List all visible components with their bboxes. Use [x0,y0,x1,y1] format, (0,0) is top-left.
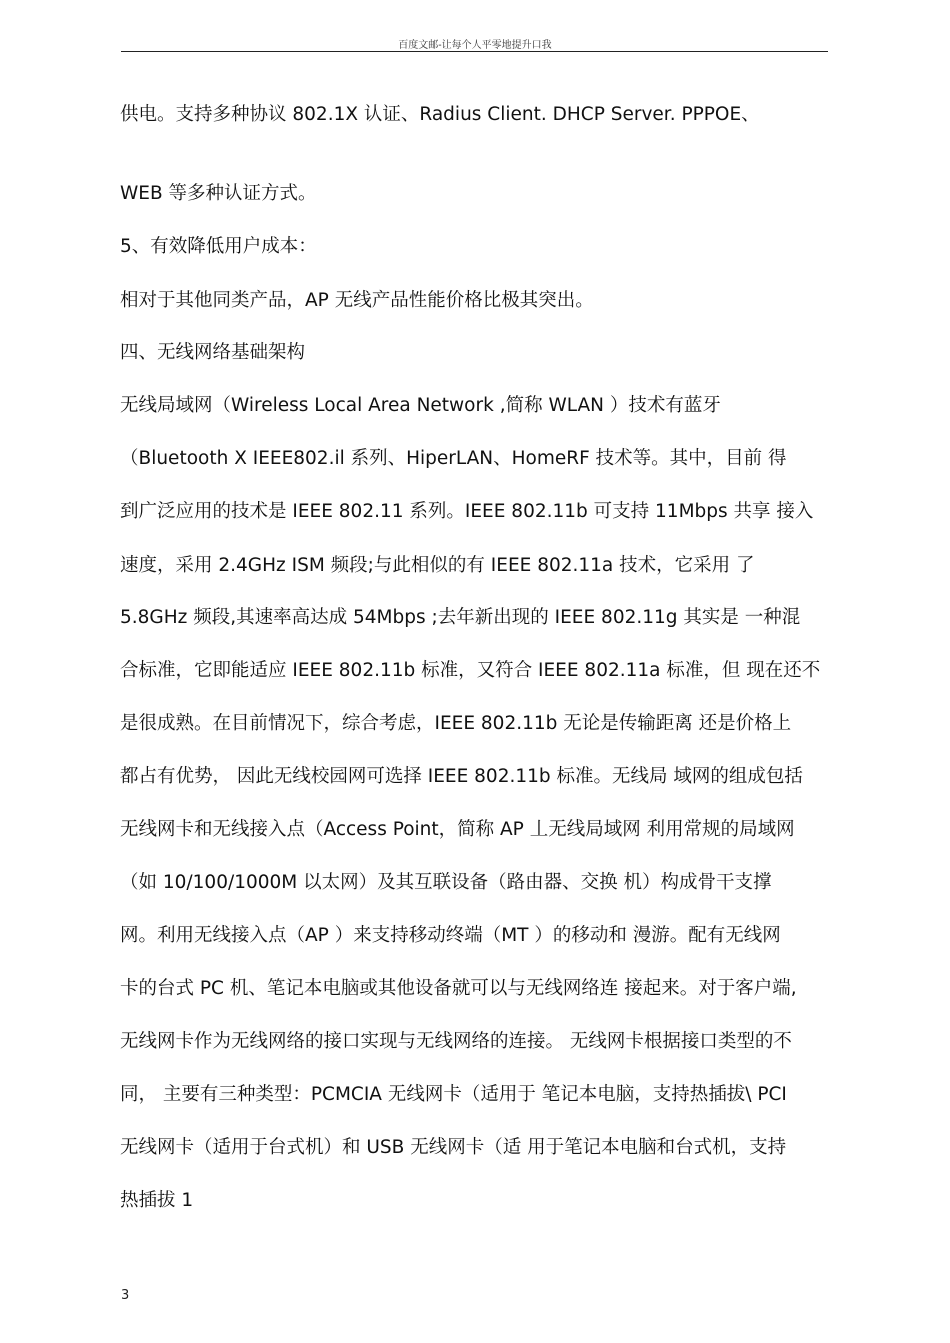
section-heading: 四、无线网络基础架构 [120,342,306,363]
body-line: （Bluetooth X IEEE802.il 系列、HiperLAN、HomeRF 技术等。其中，目前 得 [120,448,787,469]
body-line: 5.8GHz 频段,其速率高达成 54Mbps ;去年新出现的 IEEE 802.11g 其实是 一种混 [120,607,801,628]
body-line: 热插拔 1 [120,1190,194,1211]
body-line: 网。利用无线接入点（AP ）来支持移动终端（MT ）的移动和 漫游。配有无线网 [120,925,781,946]
body-line: （如 10/100/1000M 以太网）及其互联设备（路由器、交换 机）构成骨干支撑 [120,872,772,893]
body-line: 都占有优势， 因此无线校园网可选择 IEEE 802.11b 标准。无线局 域网的组成包括 [120,766,803,787]
body-line: 速度，采用 2.4GHz ISM 频段;与此相似的有 IEEE 802.11a 技术，它采用 了 [120,555,755,576]
header-rule [121,51,828,52]
body-line: 合标准，它即能适应 IEEE 802.11b 标准，又符合 IEEE 802.11a 标准，但 现在还不 [120,660,821,681]
body-line: 无线网卡和无线接入点（Access Point，简称 AP 丄无线局域网 利用常规的局域网 [120,819,795,840]
body-line: 无线局域网（Wireless Local Area Network ,简称 WLAN ）技术有蓝牙 [120,395,721,416]
body-line: 是很成熟。在目前情况下，综合考虑，IEEE 802.11b 无论是传输距离 还是价格上 [120,713,792,734]
body-line: 无线网卡（适用于台式机）和 USB 无线网卡（适 用于笔记本电脑和台式机，支持 [120,1137,787,1158]
body-line: WEB 等多种认证方式。 [120,183,317,204]
page-header: 百度文邮-让每个人平零地提升口我 [398,40,552,51]
body-line: 卡的台式 PC 机、笔记本电脑或其他设备就可以与无线网络连 接起来。对于客户端, [120,978,797,999]
body-line: 到广泛应用的技术是 IEEE 802.11 系列。IEEE 802.11b 可支持 11Mbps 共享 接入 [120,501,814,522]
body-line: 供电。支持多种协议 802.1X 认证、Radius Client. DHCP Server. PPPOE、 [120,104,760,125]
body-line: 相对于其他同类产品，AP 无线产品性能价格比极其突出。 [120,290,594,311]
page-number: 3 [121,1288,130,1303]
body-line: 5、有效降低用户成本： [120,236,317,257]
body-line: 无线网卡作为无线网络的接口实现与无线网络的连接。 无线网卡根据接口类型的不 [120,1031,792,1052]
body-line: 同， 主要有三种类型：PCMCIA 无线网卡（适用于 笔记本电脑，支持热插拔\ PCI [120,1084,787,1105]
